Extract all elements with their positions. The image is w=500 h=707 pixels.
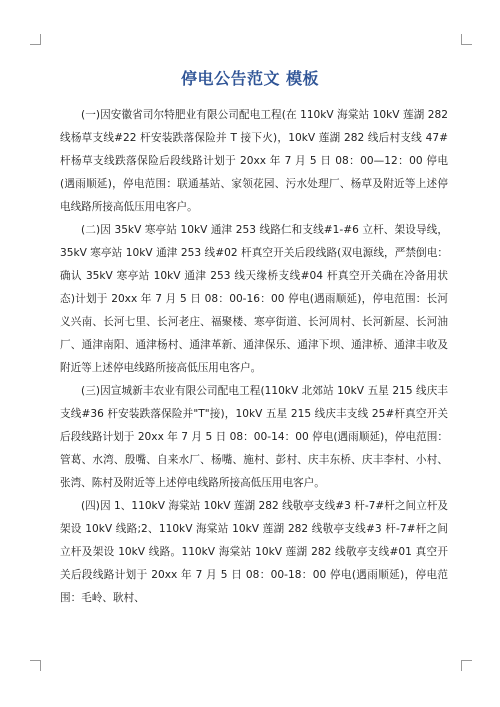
- paragraph-4: (四)因 1、110kV 海棠站 10kV 莲湖 282 线敬亭支线#3 杆-7#杆之间立杆及架设 10kV 线路;2、110kV 海棠站 10kV 莲湖 282 线敬亭支线#3 杆-7#杆之间立杆及架设 10kV 线路。110kV 海棠站 10kV 莲湖 282 线敬亭支线#01 真空开关后段线路计划于 20xx 年 7 月 5 日 08：00-18：00 停电(遇雨顺延)，停电范围：毛岭、耿村、: [60, 500, 448, 604]
- paragraph-3: (三)因宣城新丰农业有限公司配电工程(110kV 北郊站 10kV 五星 215 线庆丰支线#36 杆安装跌落保险并"T"接)，10kV 五星 215 线庆丰支线 25#杆真空开关后段线路计划于 20xx 年 7 月 5 日 08：00-14：00 停电(遇雨顺延)，停电范围：管葛、水湾、殷嘴、自来水厂、杨嘴、施村、彭村、庆丰东桥、庆丰李村、小村、张湾、陈村及附近等上述停电线路所接高低压用电客户。: [60, 385, 448, 489]
- crop-mark-bottom-left: [30, 660, 41, 671]
- document-title: 停电公告范文 模板: [180, 69, 320, 88]
- paragraph-1: (一)因安徽省司尔特肥业有限公司配电工程(在 110kV 海棠站 10kV 莲湖 282 线杨草支线#22 杆安装跌落保险并 T 接下火)，10kV 莲湖 282 线后村支线 47#杆杨草支线跌落保险后段线路计划于 20xx 年 7 月 5 日 08：00—12：00 停电(遇雨顺延)，停电范围：联通基站、家领花园、污水处理厂、杨草及附近等上述停电线路所接高低压用电客户。: [60, 109, 448, 213]
- document-body: [60, 104, 448, 610]
- paragraph-2: (二)因 35kV 寒亭站 10kV 通津 253 线路仁和支线#1-#6 立杆、架设导线，35kV 寒亭站 10kV 通津 253 线#02 杆真空开关后段线路(双电源线，严禁倒电：确认 35kV 寒亭站 10kV 通津 253 线天缘桥支线#04 杆真空开关确在冷备用状态)计划于 20xx 年 7 月 5 日 08：00-16：00 停电(遇雨顺延)，停电范围：长河义兴南、长河七里、长河老庄、福聚楼、寒亭街道、长河周村、长河新屋、长河油厂、通津南阳、通津杨村、通津革新、通津保乐、通津下坝、通津桥、通津丰收及附近等上述停电线路所接高低压用电客户。: [60, 224, 448, 374]
- crop-mark-top-right: [461, 34, 472, 45]
- crop-mark-top-left: [30, 34, 41, 45]
- crop-mark-bottom-right: [461, 660, 472, 671]
